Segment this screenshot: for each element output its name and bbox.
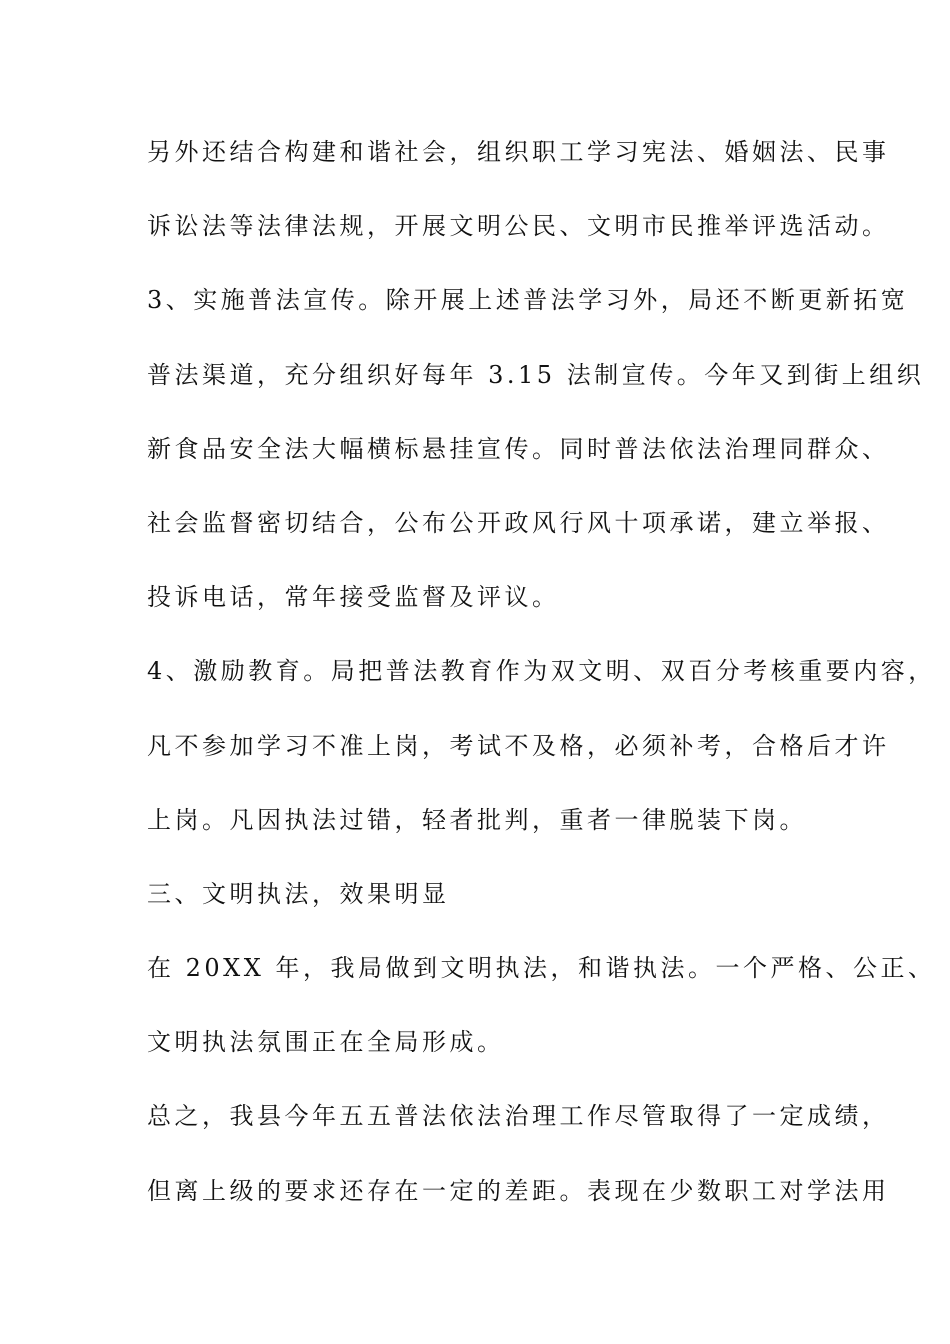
- text-line: 4、激励教育。局把普法教育作为双文明、双百分考核重要内容，: [147, 657, 936, 686]
- text-line: 在 20XX 年，我局做到文明执法，和谐执法。一个严格、公正、: [147, 954, 936, 983]
- text-line: 另外还结合构建和谐社会，组织职工学习宪法、婚姻法、民事: [147, 138, 890, 166]
- text-line: 但离上级的要求还存在一定的差距。表现在少数职工对学法用: [147, 1176, 890, 1205]
- text-line: 总之，我县今年五五普法依法治理工作尽管取得了一定成绩，: [147, 1102, 890, 1131]
- text-line: 诉讼法等法律法规，开展文明公民、文明市民推举评选活动。: [147, 212, 890, 241]
- text-line: 文明执法氛围正在全局形成。: [147, 1028, 505, 1057]
- text-line: 新食品安全法大幅横标悬挂宣传。同时普法依法治理同群众、: [147, 434, 890, 463]
- text-line: 普法渠道，充分组织好每年 3.15 法制宣传。今年又到街上组织: [147, 360, 925, 389]
- text-line: 投诉电话，常年接受监督及评议。: [147, 583, 560, 612]
- text-line: 社会监督密切结合，公布公开政风行风十项承诺，建立举报、: [147, 508, 890, 537]
- text-line: 上岗。凡因执法过错，轻者批判，重者一律脱装下岗。: [147, 805, 807, 834]
- text-line: 凡不参加学习不准上岗，考试不及格，必须补考，合格后才许: [147, 731, 890, 760]
- section-heading: 三、文明执法，效果明显: [147, 879, 450, 908]
- document-body: [147, 128, 936, 1241]
- text-line: 3、实施普法宣传。除开展上述普法学习外，局还不断更新拓宽: [147, 286, 909, 315]
